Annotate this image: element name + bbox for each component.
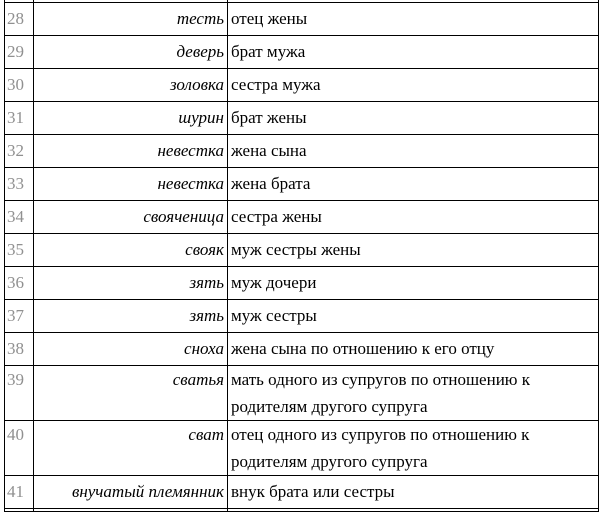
term-cell (34, 201, 228, 234)
row-number: 36 (7, 273, 24, 292)
row-number-cell (5, 267, 34, 300)
definition-cell (228, 421, 599, 476)
row-number-cell (5, 366, 34, 421)
table-row (5, 476, 599, 509)
kinship-definition: отец одного из супругов по отношению к родителям другого супруга (231, 425, 530, 471)
kinship-definition: сестра мужа (231, 75, 321, 94)
definition-cell (228, 267, 599, 300)
kinship-terms-table (4, 0, 599, 512)
row-number-cell (5, 201, 34, 234)
definition-cell (228, 234, 599, 267)
definition-cell (228, 3, 599, 36)
table-row-continued-bottom (5, 509, 599, 512)
kinship-term: сноха (184, 339, 224, 358)
kinship-term: сват (188, 425, 224, 444)
kinship-term: свояк (185, 240, 224, 259)
kinship-definition: внук брата или сестры (231, 482, 395, 501)
definition-cell (228, 36, 599, 69)
kinship-definition: жена сына по отношению к его отцу (231, 339, 495, 358)
kinship-definition: муж сестры (231, 306, 317, 325)
term-cell (34, 135, 228, 168)
definition-cell (228, 333, 599, 366)
definition-cell (228, 135, 599, 168)
table-row (5, 234, 599, 267)
kinship-definition: муж дочери (231, 273, 317, 292)
term-cell (34, 333, 228, 366)
term-cell (34, 69, 228, 102)
row-number-cell (5, 333, 34, 366)
row-number: 32 (7, 141, 24, 160)
kinship-term: невестка (157, 174, 224, 193)
table-row (5, 69, 599, 102)
term-cell (34, 234, 228, 267)
term-cell (34, 3, 228, 36)
kinship-term: зять (189, 306, 224, 325)
definition-cell (228, 476, 599, 509)
table-row (5, 36, 599, 69)
row-number: 37 (7, 306, 24, 325)
term-cell (34, 476, 228, 509)
kinship-term: тесть (176, 9, 224, 28)
table-row (5, 300, 599, 333)
row-number-cell (5, 476, 34, 509)
row-number-cell (5, 3, 34, 36)
term-cell (34, 36, 228, 69)
row-number-cell (5, 69, 34, 102)
kinship-term: деверь (176, 42, 224, 61)
table-row (5, 366, 599, 421)
row-number: 33 (7, 174, 24, 193)
kinship-definition: отец жены (231, 9, 308, 28)
definition-cell (228, 69, 599, 102)
definition-cell (228, 300, 599, 333)
row-number-cell (5, 135, 34, 168)
kinship-definition: жена сына (231, 141, 307, 160)
kinship-definition: брат жены (231, 108, 307, 127)
kinship-term: внучатый племянник (71, 482, 224, 501)
kinship-terms-table-container (4, 0, 598, 512)
definition-cell (228, 102, 599, 135)
row-number: 35 (7, 240, 24, 259)
table-row (5, 333, 599, 366)
table-row (5, 3, 599, 36)
table-row (5, 135, 599, 168)
kinship-term: золовка (169, 75, 224, 94)
kinship-term: сватья (172, 370, 224, 389)
kinship-definition: муж сестры жены (231, 240, 361, 259)
row-number: 41 (7, 482, 24, 501)
row-number: 29 (7, 42, 24, 61)
table-row (5, 168, 599, 201)
term-cell (34, 366, 228, 421)
kinship-term: зять (189, 273, 224, 292)
definition-cell (228, 201, 599, 234)
row-number-cell (5, 234, 34, 267)
row-number-cell (5, 168, 34, 201)
term-cell (34, 168, 228, 201)
number-cell-continued (5, 509, 34, 512)
row-number-cell (5, 36, 34, 69)
kinship-term: невестка (157, 141, 224, 160)
table-row (5, 421, 599, 476)
row-number-cell (5, 300, 34, 333)
term-cell (34, 421, 228, 476)
kinship-definition: брат мужа (231, 42, 306, 61)
term-cell (34, 102, 228, 135)
term-cell (34, 300, 228, 333)
row-number: 28 (7, 9, 24, 28)
definition-cell (228, 168, 599, 201)
kinship-term: шурин (178, 108, 224, 127)
kinship-term: свояченица (143, 207, 224, 226)
table-row (5, 102, 599, 135)
kinship-definition: мать одного из супругов по отношению к родителям другого супруга (231, 370, 531, 416)
row-number: 39 (7, 370, 24, 389)
row-number: 38 (7, 339, 24, 358)
term-cell (34, 267, 228, 300)
row-number: 40 (7, 425, 24, 444)
table-body (5, 0, 599, 512)
table-row (5, 201, 599, 234)
kinship-definition: сестра жены (231, 207, 322, 226)
term-cell-continued (34, 509, 228, 512)
kinship-definition: жена брата (231, 174, 311, 193)
table-row (5, 267, 599, 300)
definition-cell-continued (228, 509, 599, 512)
row-number: 30 (7, 75, 24, 94)
row-number-cell (5, 421, 34, 476)
row-number-cell (5, 102, 34, 135)
definition-cell (228, 366, 599, 421)
row-number: 31 (7, 108, 24, 127)
row-number: 34 (7, 207, 24, 226)
